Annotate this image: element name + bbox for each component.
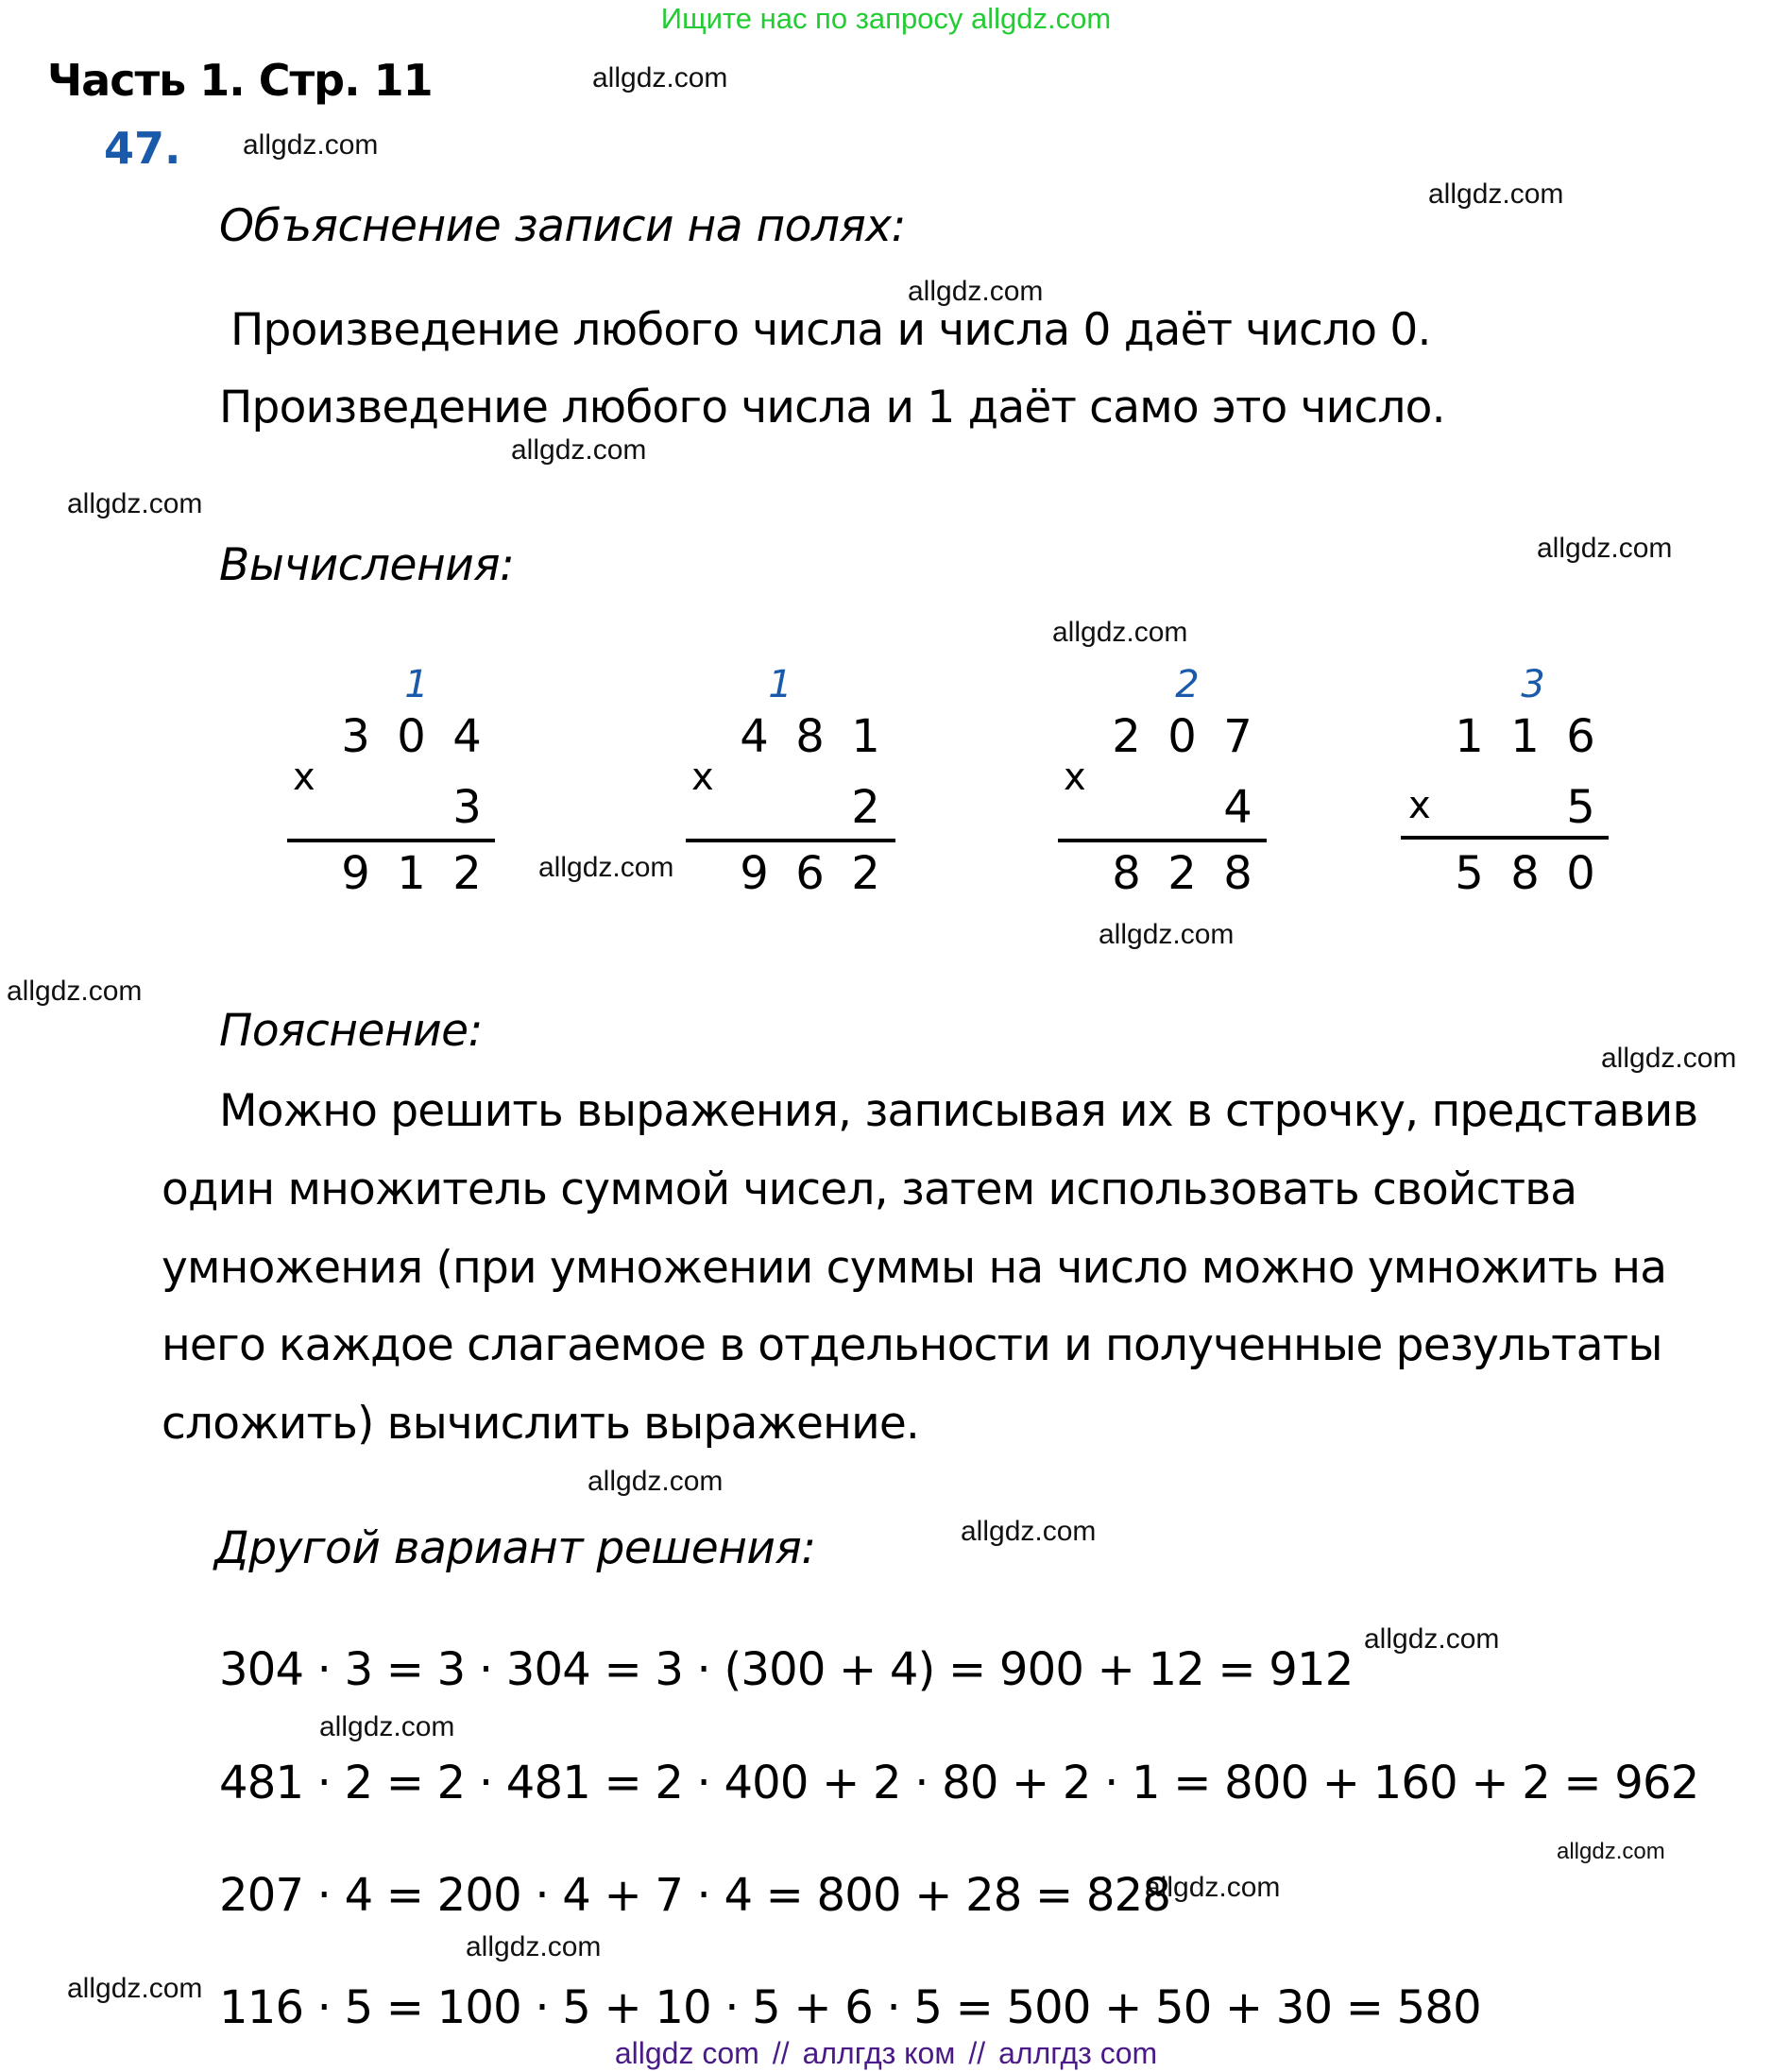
digit: 1	[1510, 710, 1540, 763]
product	[1441, 847, 1609, 900]
watermark: allgdz.com	[67, 488, 203, 519]
product	[328, 847, 495, 900]
multiplicand	[726, 710, 894, 763]
multiply-sign: x	[1064, 756, 1086, 799]
digit: 1	[1455, 710, 1484, 763]
watermark: allgdz.com	[1364, 1623, 1500, 1655]
watermark: allgdz.com	[1428, 178, 1564, 210]
digit: 5	[1455, 847, 1484, 900]
digit: 2	[851, 781, 880, 834]
multiply-sign: x	[691, 756, 714, 799]
digit: 4	[1223, 781, 1252, 834]
digit: 8	[795, 710, 825, 763]
multiplier	[838, 781, 894, 834]
digit: 2	[1167, 847, 1197, 900]
multiplier	[1210, 781, 1266, 834]
multiplier	[439, 781, 495, 834]
rule-one: Произведение любого числа и 1 даёт само это число.	[219, 382, 1445, 433]
multiplicand	[1099, 710, 1266, 763]
watermark: allgdz.com	[908, 276, 1044, 307]
explanation-heading: Пояснение:	[219, 1005, 483, 1057]
digit: 0	[397, 710, 426, 763]
column-multiplication-116x5	[1401, 663, 1618, 909]
carry-digit: 1	[768, 663, 792, 706]
watermark: allgdz.com	[319, 1711, 455, 1742]
footer-link[interactable]: аллгдз ком	[802, 2036, 956, 2070]
footer-separator: //	[968, 2036, 986, 2070]
rule-zero: Произведение любого числа и числа 0 даёт число 0.	[230, 304, 1431, 356]
carry-digit: 3	[1521, 663, 1545, 706]
multiplicand	[328, 710, 495, 763]
multiply-sign: x	[293, 756, 315, 799]
digit: 4	[452, 710, 482, 763]
page-title: Часть 1. Стр. 11	[47, 55, 433, 106]
digit: 3	[341, 710, 370, 763]
footer-separator: //	[772, 2036, 790, 2070]
watermark: allgdz.com	[1601, 1043, 1737, 1074]
result-line	[1058, 839, 1267, 842]
digit: 8	[1223, 847, 1252, 900]
explanation-line: Можно решить выражения, записывая их в строчку, представив	[219, 1085, 1698, 1137]
product	[1099, 847, 1266, 900]
equation-481x2: 481 · 2 = 2 · 481 = 2 · 400 + 2 · 80 + 2 · 1 = 800 + 160 + 2 = 962	[219, 1757, 1699, 1809]
task-number: 47.	[104, 123, 181, 174]
watermark: allgdz.com	[1537, 533, 1673, 564]
digit: 9	[341, 847, 370, 900]
digit: 7	[1223, 710, 1252, 763]
watermark: allgdz.com	[67, 1973, 203, 2004]
product	[726, 847, 894, 900]
alternative-heading: Другой вариант решения:	[214, 1522, 816, 1574]
watermark: allgdz.com	[538, 852, 674, 883]
digit: 2	[452, 847, 482, 900]
watermark: allgdz.com	[1099, 919, 1235, 950]
watermark: allgdz.com	[1052, 617, 1188, 648]
watermark: allgdz.com	[243, 129, 379, 161]
equation-116x5: 116 · 5 = 100 · 5 + 10 · 5 + 6 · 5 = 500 + 50 + 30 = 580	[219, 1981, 1481, 2034]
digit: 9	[740, 847, 769, 900]
column-multiplication-207x4	[1058, 663, 1275, 909]
watermark: allgdz.com	[1145, 1872, 1281, 1903]
watermark: allgdz.com	[7, 976, 143, 1007]
search-banner: Ищите нас по запросу allgdz.com	[660, 2, 1112, 35]
digit: 6	[1566, 710, 1595, 763]
digit: 3	[452, 781, 482, 834]
watermark: allgdz.com	[961, 1516, 1097, 1547]
watermark: allgdz.com	[588, 1466, 724, 1497]
watermark: allgdz.com	[592, 62, 728, 93]
multiply-sign: x	[1408, 784, 1431, 827]
watermark: allgdz.com	[1557, 1839, 1665, 1864]
multiplier	[1553, 781, 1609, 834]
equation-304x3: 304 · 3 = 3 · 304 = 3 · (300 + 4) = 900 + 12 = 912	[219, 1643, 1354, 1696]
footer-links	[0, 2036, 1772, 2071]
column-multiplication-304x3	[287, 663, 504, 909]
digit: 2	[1112, 710, 1141, 763]
result-line	[686, 839, 895, 842]
equation-207x4: 207 · 4 = 200 · 4 + 7 · 4 = 800 + 28 = 828	[219, 1869, 1171, 1922]
explanation-line: сложить) вычислить выражение.	[162, 1398, 920, 1450]
footer-link[interactable]: аллгдз com	[998, 2036, 1158, 2070]
result-line	[287, 839, 495, 842]
explanation-line: него каждое слагаемое в отдельности и полученные результаты	[162, 1319, 1662, 1371]
calculations-heading: Вычисления:	[219, 539, 515, 591]
digit: 1	[397, 847, 426, 900]
digit: 5	[1566, 781, 1595, 834]
explanation-line: один множитель суммой чисел, затем использовать свойства	[162, 1163, 1577, 1215]
digit: 0	[1167, 710, 1197, 763]
digit: 1	[851, 710, 880, 763]
explanation-line: умножения (при умножении суммы на число можно умножить на	[162, 1242, 1667, 1294]
footer-link[interactable]: allgdz com	[614, 2036, 759, 2070]
result-line	[1401, 836, 1609, 840]
column-multiplication-481x2	[686, 663, 903, 909]
digit: 8	[1510, 847, 1540, 900]
digit: 4	[740, 710, 769, 763]
digit: 8	[1112, 847, 1141, 900]
multiplicand	[1441, 710, 1609, 763]
carry-digit: 2	[1175, 663, 1200, 706]
digit: 6	[795, 847, 825, 900]
margin-notes-heading: Объяснение записи на полях:	[219, 200, 906, 252]
digit: 2	[851, 847, 880, 900]
carry-digit: 1	[404, 663, 429, 706]
watermark: allgdz.com	[511, 434, 647, 466]
watermark: allgdz.com	[466, 1931, 602, 1962]
digit: 0	[1566, 847, 1595, 900]
